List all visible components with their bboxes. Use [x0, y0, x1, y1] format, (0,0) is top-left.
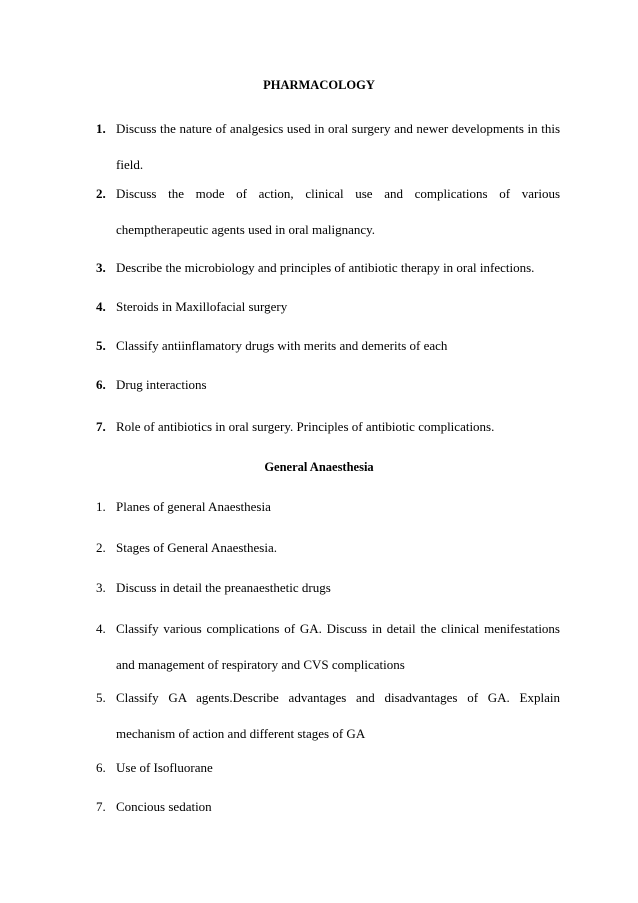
- item-number: 1.: [96, 121, 106, 136]
- item-text: Classify various complications of GA. Discuss in detail the clinical menifestations: [116, 621, 560, 636]
- ga-item-4: [96, 621, 560, 673]
- item-number: 5.: [96, 690, 106, 705]
- ga-item-7: [96, 799, 560, 815]
- item-text: Role of antibiotics in oral surgery. Principles of antibiotic complications.: [116, 419, 495, 434]
- item-text: field.: [116, 157, 144, 172]
- item-text: and management of respiratory and CVS complications: [116, 657, 405, 672]
- item-number: 3.: [96, 260, 106, 275]
- ga-item-5: [96, 690, 560, 742]
- item-text: Discuss the nature of analgesics used in oral surgery and newer developments in this: [116, 121, 560, 136]
- item-number: 4.: [96, 621, 106, 636]
- item-number: 5.: [96, 338, 106, 353]
- pharmacology-item-2: [96, 186, 560, 238]
- item-text: Discuss in detail the preanaesthetic drugs: [116, 580, 331, 595]
- item-text: Steroids in Maxillofacial surgery: [116, 299, 288, 314]
- item-number: 3.: [96, 580, 106, 595]
- item-text: Concious sedation: [116, 799, 212, 814]
- item-text: chemptherapeutic agents used in oral malignancy.: [116, 222, 376, 237]
- item-number: 2.: [96, 540, 106, 555]
- item-text: Use of Isofluorane: [116, 760, 213, 775]
- pharmacology-item-7: [96, 419, 560, 435]
- pharmacology-heading: PHARMACOLOGY: [263, 78, 375, 92]
- item-text: Describe the microbiology and principles of antibiotic therapy in oral infections.: [116, 260, 535, 275]
- ga-item-6: [96, 760, 560, 776]
- item-text: Discuss the mode of action, clinical use and complications of various: [116, 186, 560, 201]
- pharmacology-item-4: [96, 299, 560, 315]
- item-text: Classify GA agents.Describe advantages and disadvantages of GA. Explain: [116, 690, 560, 705]
- item-text: Drug interactions: [116, 377, 207, 392]
- item-number: 2.: [96, 186, 106, 201]
- pharmacology-item-3: [96, 260, 560, 276]
- item-number: 7.: [96, 799, 106, 814]
- item-number: 6.: [96, 377, 106, 392]
- item-text: mechanism of action and different stages of GA: [116, 726, 366, 741]
- ga-item-3: [96, 580, 560, 596]
- general-anaesthesia-heading: General Anaesthesia: [264, 460, 374, 474]
- pharmacology-item-5: [96, 338, 560, 354]
- item-text: Classify antiinflamatory drugs with merits and demerits of each: [116, 338, 448, 353]
- ga-item-2: [96, 540, 560, 556]
- item-text: Stages of General Anaesthesia.: [116, 540, 278, 555]
- ga-item-1: [96, 499, 560, 515]
- item-number: 7.: [96, 419, 106, 434]
- pharmacology-item-1: [96, 121, 560, 173]
- item-text: Planes of general Anaesthesia: [116, 499, 271, 514]
- pharmacology-item-6: [96, 377, 560, 393]
- item-number: 1.: [96, 499, 106, 514]
- item-number: 6.: [96, 760, 106, 775]
- item-number: 4.: [96, 299, 106, 314]
